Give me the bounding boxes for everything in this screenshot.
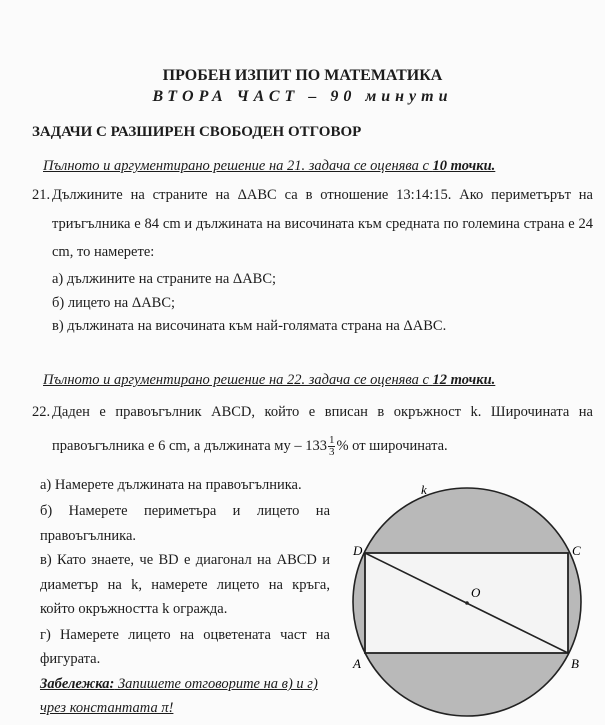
problem-22-number: 22.: [32, 404, 51, 420]
problem-21-line3: cm, то намерете:: [52, 244, 155, 260]
problem-22-part-b-line1: б) Намерете периметъра и лицето на: [40, 503, 330, 519]
label-d: D: [353, 543, 363, 558]
problem-22-part-a: а) Намерете дължината на правоъгълника.: [40, 477, 302, 493]
problem-21-part-a: а) дължините на страните на ΔABC;: [52, 271, 277, 287]
problem-21-part-b: б) лицето на ΔABC;: [52, 295, 176, 311]
problem-21-scoring-note: Пълното и аргументирано решение на 21. задача се оценява с 10 точки.: [43, 158, 496, 174]
problem-21-line1: Дължините на страните на ΔABC са в отношение 13:14:15. Ако периметърът на: [52, 187, 593, 203]
problem-22-part-d-line2: фигурата.: [40, 651, 101, 667]
problem-21-number: 21.: [32, 187, 51, 203]
problem-22-part-d-line1: г) Намерете лицето на оцветената част на: [40, 627, 330, 643]
label-b: B: [571, 656, 579, 671]
problem-22-part-c-line3: който окръжността k огражда.: [40, 601, 228, 617]
exam-subtitle: ВТОРА ЧАСТ – 90 минути: [152, 88, 453, 105]
section-heading: ЗАДАЧИ С РАЗШИРЕН СВОБОДЕН ОТГОВОР: [32, 124, 362, 140]
fraction-one-third: $\frac{1}{3}$: [328, 434, 335, 459]
label-o: O: [471, 585, 481, 600]
label-k: k: [421, 482, 427, 497]
exam-title: ПРОБЕН ИЗПИТ ПО МАТЕМАТИКА: [162, 67, 443, 84]
problem-22-line2: правоъгълника е 6 cm, а дължината му – 133 $\frac{1}{3}$ % от широчината.: [52, 434, 448, 459]
label-a: A: [353, 656, 361, 671]
problem-22-line1: Даден е правоъгълник ABCD, който е вписан в окръжност k. Широчината на: [52, 404, 593, 420]
problem-22-part-c-line1: в) Като знаете, че BD е диагонал на ABCD и: [40, 552, 330, 568]
problem-22-scoring-note: Пълното и аргументирано решение на 22. задача се оценява с 12 точки.: [43, 372, 496, 388]
problem-22-part-b-line2: правоъгълника.: [40, 528, 137, 544]
problem-21-line2: триъгълника е 84 cm и дължината на височината към средната по големина страна е 24: [52, 216, 593, 232]
label-c: C: [572, 543, 581, 558]
problem-22-remark-line2: чрез константата π!: [40, 700, 174, 716]
center-point-o: [465, 601, 469, 605]
problem-22-remark-line1: Забележка: Запишете отговорите на в) и г): [40, 676, 318, 692]
problem-21-part-c: в) дължината на височината към най-голямата страна на ΔABC.: [52, 318, 447, 334]
problem-22-part-c-line2: диаметър на k, намерете лицето на кръга,: [40, 577, 330, 593]
